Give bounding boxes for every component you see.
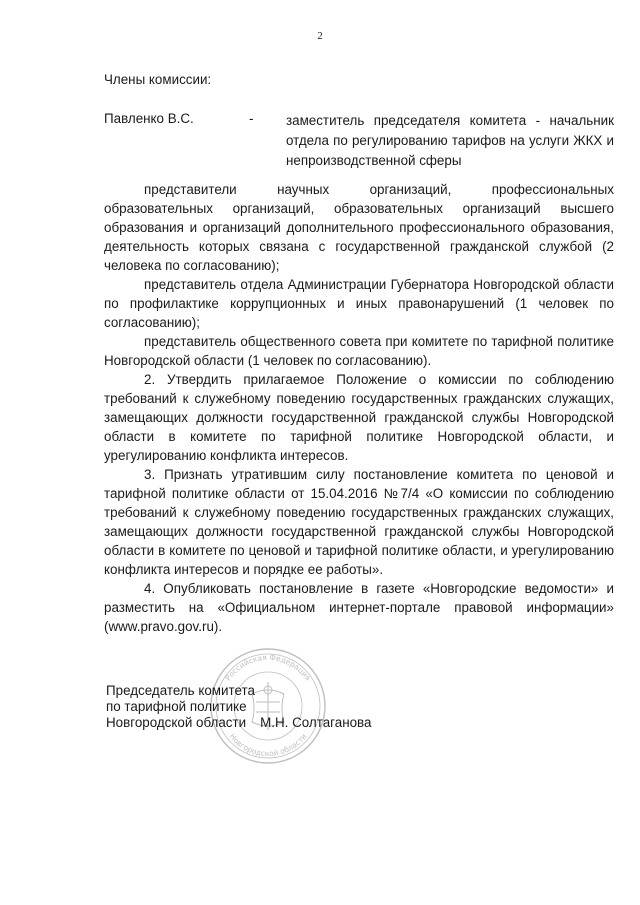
- page-number: 2: [317, 30, 323, 42]
- paragraph-public-council-rep: представитель общественного совета при комитете по тарифной политике Новгородской области (1 человек по согласованию).: [104, 334, 614, 368]
- member-dash: -: [249, 111, 254, 126]
- paragraph-science-reps: представители научных организаций, профессиональных образовательных организаций, образовательных организаций высшего образования и организаций дополнительного профессионального образования, деятельность которых связана с государственной гражданской службой (2 человека по согласованию);: [104, 182, 614, 273]
- stamp-bottom-text: Новгородской области: [227, 731, 309, 759]
- member-role: заместитель председателя комитета - начальник отдела по регулированию тарифов на услуги ЖКХ и непроизводственной сферы: [286, 113, 614, 168]
- paragraph-item-3: 3. Признать утратившим силу постановление комитета по ценовой и тарифной политике области от 15.04.2016 №7/4 «О комиссии по соблюдению требований к служебному поведению государственных гражданских служащих, замещающих должности государственной гражданской службы Новгородской области в комитете по ценовой и тарифной политике области, и урегулированию конфликта интересов и порядке ее работы».: [104, 467, 614, 577]
- paragraph-item-2: 2. Утвердить прилагаемое Положение о комиссии по соблюдению требований к служебному поведению государственных гражданских служащих, замещающих должности государственной гражданской службы Новгородской области в комитете по тарифной политике Новгородской области, и урегулированию конфликта интересов.: [104, 372, 614, 463]
- stamp-top-text: Российская Федерация: [223, 652, 313, 683]
- paragraph-item-4: 4. Опубликовать постановление в газете «Новгородские ведомости» и разместить на «Официальном интернет-портале правовой информации» (www.pravo.gov.ru).: [104, 581, 614, 634]
- signature-line-committee: по тарифной политике: [106, 699, 247, 714]
- signature-block: [106, 683, 371, 731]
- signature-name: М.Н. Солтаганова: [260, 715, 372, 730]
- signature-line-position: Председатель комитета: [106, 683, 255, 698]
- body-text: [104, 180, 614, 636]
- member-name: Павленко В.С.: [104, 111, 194, 126]
- members-heading: Члены комиссии:: [104, 72, 212, 87]
- paragraph-governor-rep: представитель отдела Администрации Губернатора Новгородской области по профилактике коррупционных и иных правонарушений (1 человек по согласованию);: [104, 277, 614, 330]
- signature-region: Новгородской области: [106, 715, 247, 730]
- signature-line-region: [106, 715, 371, 731]
